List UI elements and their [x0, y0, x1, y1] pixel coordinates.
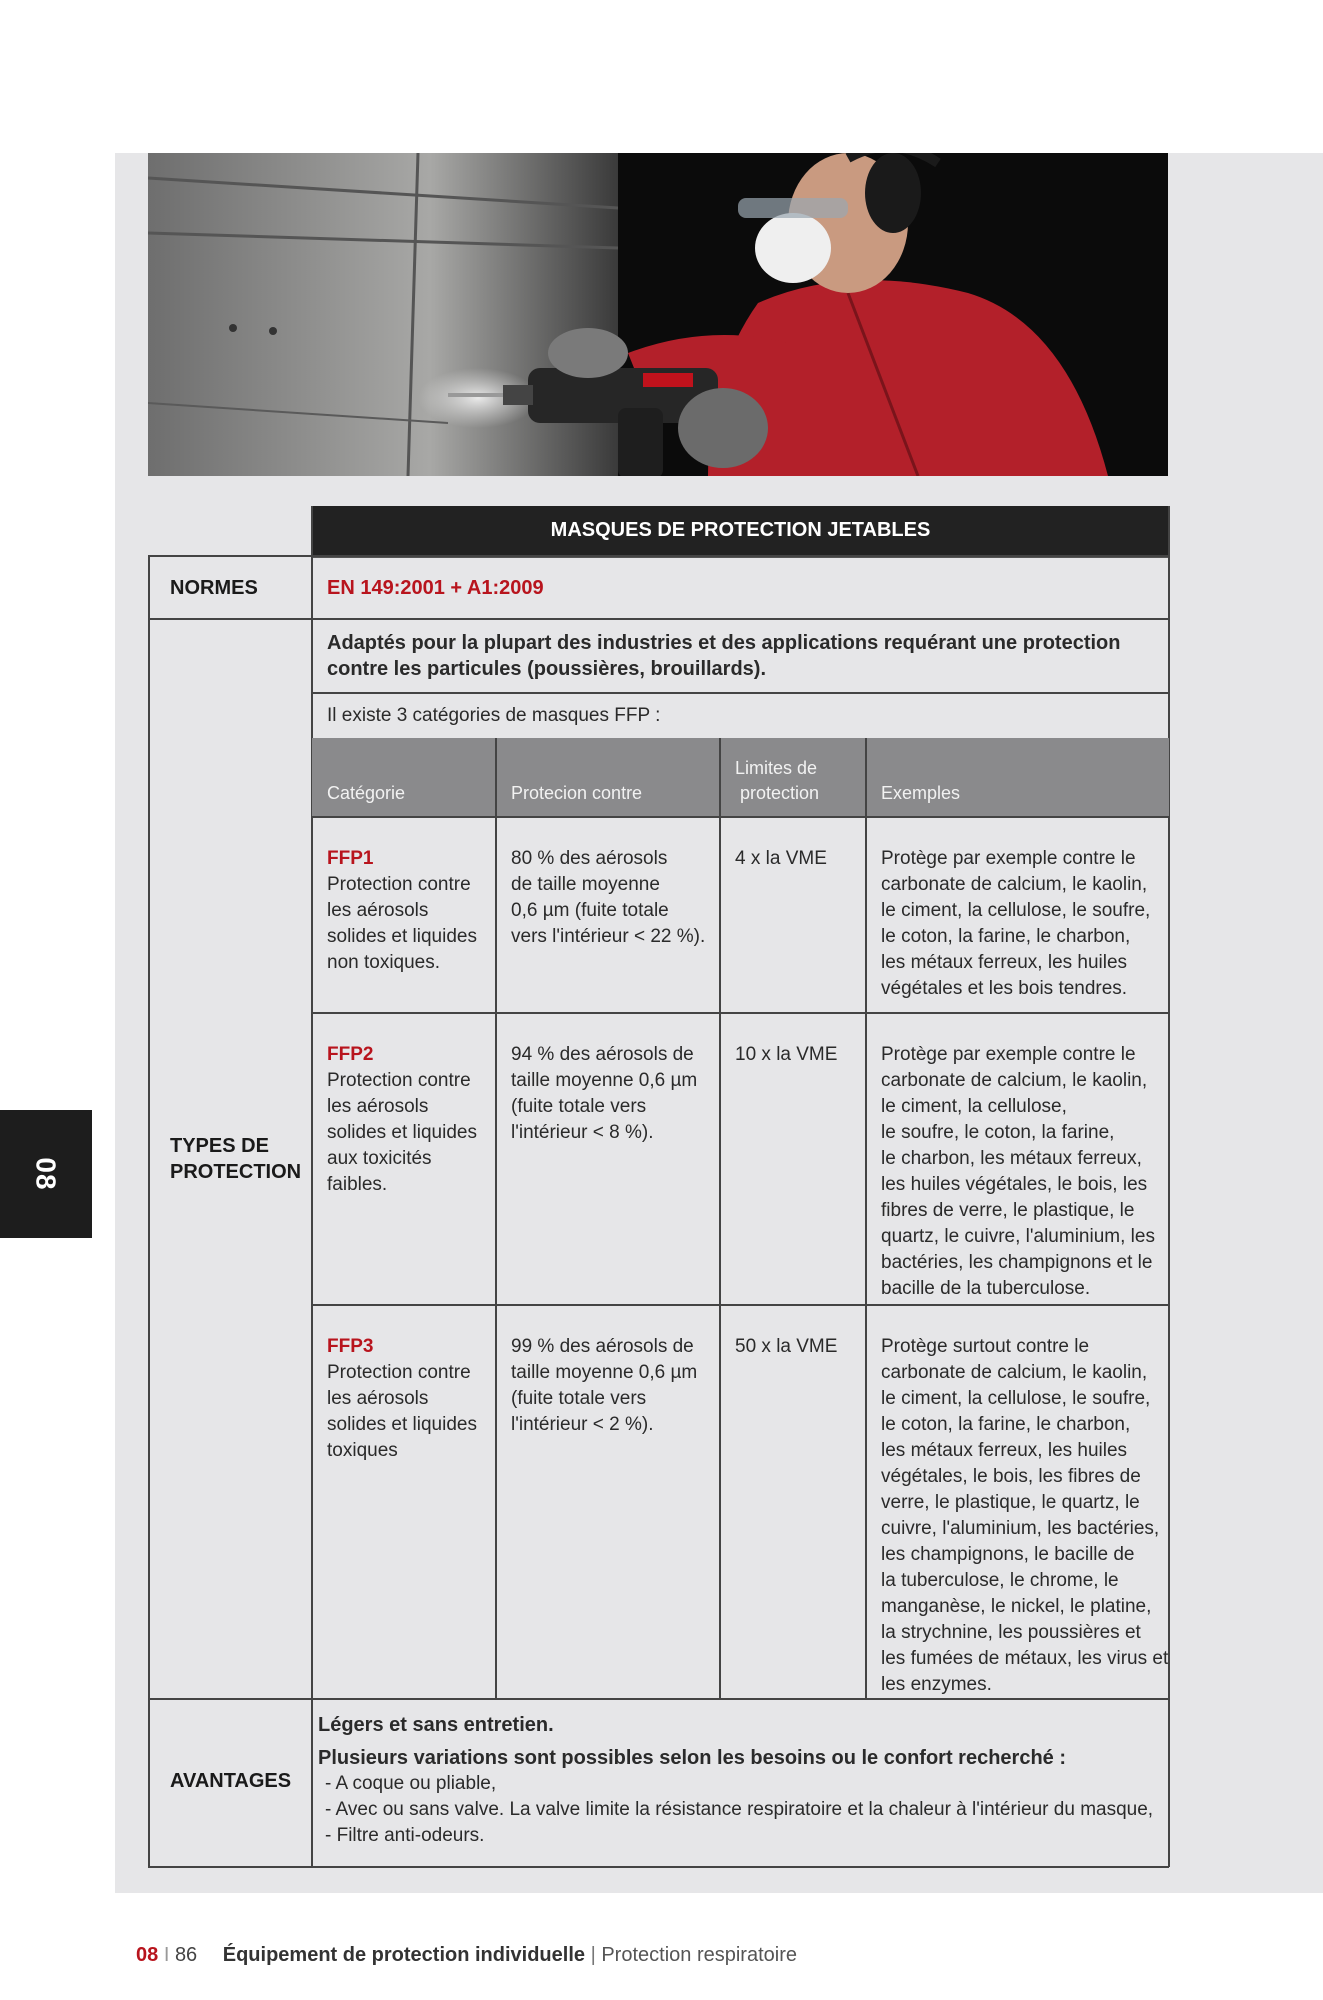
ffp-desc-line: Protection contre [327, 1362, 471, 1383]
footer-separator: I [163, 1944, 170, 1966]
ffp-desc-line: Protection contre [327, 874, 471, 895]
footer-subtitle: Protection respiratoire [601, 1944, 797, 1966]
footer-title: Équipement de protection individuelle [222, 1944, 586, 1966]
ffp-example-line: le coton, la farine, le charbon, [881, 926, 1131, 947]
ffp-example-line: Protège par exemple contre le [881, 848, 1136, 869]
types-label-2: PROTECTION [170, 1161, 302, 1183]
ffp-example-line: quartz, le cuivre, l'aluminium, les [881, 1226, 1155, 1247]
ffp-protection-line: taille moyenne 0,6 µm [511, 1070, 698, 1091]
intro-divider [311, 692, 1169, 694]
ffp-desc-line: solides et liquides [327, 926, 477, 947]
ffp-example-line: les métaux ferreux, les huiles [881, 952, 1128, 973]
ffp-name: FFP2 [327, 1044, 374, 1065]
avantages-line-2: Plusieurs variations sont possibles selon les besoins ou le confort recherché : [318, 1747, 1066, 1769]
normes-label: NORMES [170, 577, 258, 599]
ffp-example-line: les métaux ferreux, les huiles [881, 1440, 1128, 1461]
footer-divider: | [590, 1944, 596, 1966]
col-header-categorie: Catégorie [327, 783, 406, 803]
categories-intro: Il existe 3 catégories de masques FFP : [327, 705, 661, 726]
ffp-example-line: Protège par exemple contre le [881, 1044, 1136, 1065]
ffp-example-line: carbonate de calcium, le kaolin, [881, 1362, 1148, 1383]
ffp-protection-line: de taille moyenne [511, 874, 660, 895]
ffp-example-line: cuivre, l'aluminium, les bactéries, [881, 1518, 1160, 1539]
intro-line-1: Adaptés pour la plupart des industries et des applications requérant une protection [327, 632, 1121, 654]
ffp-example-line: fibres de verre, le plastique, le [881, 1200, 1135, 1221]
footer-page: 86 [174, 1944, 198, 1966]
col-divider-2 [719, 738, 721, 1698]
table-title-bar [312, 506, 1169, 558]
ffp-example-line: végétales et les bois tendres. [881, 978, 1128, 999]
ffp-example-line: bactéries, les champignons et le [881, 1252, 1153, 1273]
ffp-example-line: la tuberculose, le chrome, le [881, 1570, 1119, 1591]
ffp-protection-line: 80 % des aérosols [511, 848, 668, 869]
ffp-protection-line: 99 % des aérosols de [511, 1336, 694, 1357]
ffp-limit: 50 x la VME [735, 1336, 838, 1357]
ffp-example-line: le ciment, la cellulose, [881, 1096, 1067, 1117]
col-divider-3 [865, 738, 867, 1698]
ffp-protection-line: (fuite totale vers [511, 1096, 647, 1117]
ffp-protection-line: l'intérieur < 2 %). [511, 1414, 654, 1435]
ffp-example-line: verre, le plastique, le quartz, le [881, 1492, 1140, 1513]
ffp-desc-line: les aérosols [327, 1096, 429, 1117]
ffp2-row-divider [311, 1304, 1169, 1306]
ffp-desc-line: les aérosols [327, 1388, 429, 1409]
col-header-protection: Protecion contre [511, 783, 643, 803]
ffp-limit: 4 x la VME [735, 848, 827, 869]
ffp-example-line: carbonate de calcium, le kaolin, [881, 874, 1148, 895]
chapter-tab-label: 08 [31, 1157, 62, 1191]
ffp-desc-line: faibles. [327, 1174, 388, 1195]
ffp-example-line: les huiles végétales, le bois, les [881, 1174, 1148, 1195]
col-header-exemples: Exemples [881, 783, 961, 803]
col-header-limites-1: Limites de [735, 758, 818, 778]
ffp-desc-line: solides et liquides [327, 1414, 477, 1435]
ffp-example-line: végétales, le bois, les fibres de [881, 1466, 1141, 1487]
col-divider-1 [495, 738, 497, 1698]
table-border-bottom [148, 1866, 1169, 1868]
normes-value: EN 149:2001 + A1:2009 [327, 577, 544, 599]
ffp-example-line: les enzymes. [881, 1674, 992, 1695]
ffp-protection-line: 94 % des aérosols de [511, 1044, 694, 1065]
ffp-example-line: bacille de la tuberculose. [881, 1278, 1091, 1299]
footer [136, 1944, 797, 1967]
table-border-left [148, 555, 150, 1867]
ffp-protection-line: l'intérieur < 8 %). [511, 1122, 654, 1143]
table-border-top [148, 555, 1169, 557]
intro-line-2: contre les particules (poussières, brouillards). [327, 658, 767, 680]
ffp-protection-line: taille moyenne 0,6 µm [511, 1362, 698, 1383]
ffp-desc-line: solides et liquides [327, 1122, 477, 1143]
ffp-example-line: le soufre, le coton, la farine, [881, 1122, 1115, 1143]
chapter-tab [0, 1110, 92, 1238]
ffp-protection-line: (fuite totale vers [511, 1388, 647, 1409]
ffp-example-line: les champignons, le bacille de [881, 1544, 1135, 1565]
ffp-protection-line: vers l'intérieur < 22 %). [511, 926, 706, 947]
label-column-divider [311, 506, 313, 1867]
avantages-label: AVANTAGES [170, 1770, 292, 1792]
avantages-item-2: - Avec ou sans valve. La valve limite la résistance respiratoire et la chaleur à l'intérieur du masque, [325, 1799, 1154, 1820]
avantages-row-divider [148, 1698, 1169, 1700]
ffp-example-line: carbonate de calcium, le kaolin, [881, 1070, 1148, 1091]
hero-photo [148, 153, 1168, 476]
ffp-example-line: Protège surtout contre le [881, 1336, 1090, 1357]
ffp-limit: 10 x la VME [735, 1044, 838, 1065]
col-header-limites-2: protection [740, 783, 820, 803]
column-header-bottom [311, 816, 1169, 818]
ffp-example-line: le charbon, les métaux ferreux, [881, 1148, 1142, 1169]
ffp-desc-line: Protection contre [327, 1070, 471, 1091]
table-title: MASQUES DE PROTECTION JETABLES [550, 519, 931, 541]
ffp-name: FFP3 [327, 1336, 374, 1357]
avantages-line-1: Légers et sans entretien. [318, 1714, 554, 1736]
avantages-item-3: - Filtre anti-odeurs. [325, 1825, 485, 1846]
ffp-example-line: la strychnine, les poussières et [881, 1622, 1141, 1643]
ffp-name: FFP1 [327, 848, 374, 869]
ffp-example-line: le ciment, la cellulose, le soufre, [881, 900, 1151, 921]
footer-section: 08 [136, 1944, 159, 1966]
ffp-example-line: les fumées de métaux, les virus et [881, 1648, 1169, 1669]
ffp-example-line: le ciment, la cellulose, le soufre, [881, 1388, 1151, 1409]
avantages-item-1: - A coque ou pliable, [325, 1773, 497, 1794]
types-label-1: TYPES DE [170, 1135, 269, 1157]
ffp-protection-line: 0,6 µm (fuite totale [511, 900, 669, 921]
ffp-example-line: manganèse, le nickel, le platine, [881, 1596, 1152, 1617]
ffp-desc-line: les aérosols [327, 900, 429, 921]
ffp1-row-divider [311, 1012, 1169, 1014]
ffp-desc-line: aux toxicités [327, 1148, 432, 1169]
normes-row-divider [148, 618, 1169, 620]
ffp-desc-line: non toxiques. [327, 952, 441, 973]
ffp-desc-line: toxiques [327, 1440, 398, 1461]
ffp-example-line: le coton, la farine, le charbon, [881, 1414, 1131, 1435]
